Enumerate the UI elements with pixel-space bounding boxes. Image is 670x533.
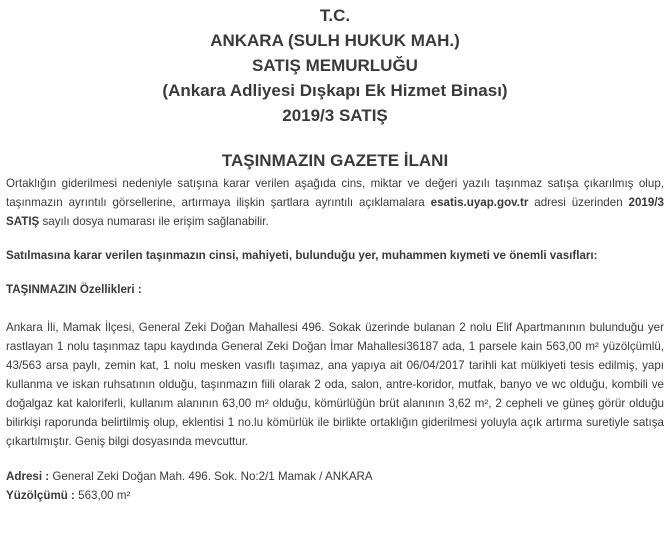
intro-paragraph (6, 174, 664, 231)
address-label: Adresi : (6, 470, 50, 483)
area-row (6, 486, 664, 505)
property-description: Ankara İli, Mamak İlçesi, General Zeki Doğan Mahallesi 496. Sokak üzerinde bulanan 2 nolu Elif Apartmanının bulunduğu yer rastlayan 1 nolu taşınmaz tapu kaydında General Zeki Doğan İmar Mahallesi36187 ada, 1 parsele kain 563,00 m² yüzölçümlü, 43/563 arsa paylı, zemin kat, 1 nolu mesken vasıflı taşımaz, ana yapıya ait 06/04/2017 tarihli kat mülkiyeti tesis edilmiş, yapı kullanma ve iskan ruhsatının olduğu, taşınmazın fiili olarak 2 oda, salon, antre-koridor, mutfak, banyo ve wc olduğu, kombili ve doğalgaz kat kaloriferli, kullanım alanının 63,00 m² olduğu, kömürlüğün brüt alanının 3,62 m², 2 cepheli ve güneş görür olduğu bilirkişi raporunda belirtilmiş olup, eklentisi 1 no.lu kömürlük ile birlikte ortaklığın giderilmesi yoluyla açık artırma suretiyle satışa çıkartılmıştır. Geniş bilgi dosyasında mevcuttur. (6, 321, 664, 448)
area-label: Yüzölçümü : (6, 489, 75, 502)
area-value: 563,00 m² (74, 489, 131, 502)
header-republic: T.C. (319, 6, 351, 25)
header-court: ANKARA (SULH HUKUK MAH.) (210, 31, 460, 50)
header-case-number: 2019/3 SATIŞ (282, 106, 388, 125)
header-building: (Ankara Adliyesi Dışkapı Ek Hizmet Binası) (162, 81, 508, 100)
features-heading: TAŞINMAZIN Özellikleri : (6, 283, 142, 296)
property-meta (6, 467, 664, 505)
file-number: 2019/3 SATIŞ (6, 196, 664, 228)
intro-text-1: Ortaklığın giderilmesi nedeniyle satışına karar verilen aşağıda cins, miktar ve değeri yazılı taşınmaz satışa çıkarılmış olup, taşınmazın ayrıntılı görsellerine, artırmaya ilişkin şartlara ayrıntılı açıklamalara (6, 177, 664, 209)
intro-text-3: sayılı dosya numarası ile erişim sağlanabilir. (39, 215, 269, 228)
address-row (6, 467, 664, 486)
notice-title: TAŞINMAZIN GAZETE İLANI (221, 151, 449, 170)
header-office: SATIŞ MEMURLUĞU (252, 56, 418, 75)
section-heading: Satılmasına karar verilen taşınmazın cinsi, mahiyeti, bulunduğu yer, muhammen kıymeti ve önemli vasıfları: (6, 249, 598, 262)
site-link[interactable]: esatis.uyap.gov.tr (430, 196, 529, 209)
address-value: General Zeki Doğan Mah. 496. Sok. No:2/1 Mamak / ANKARA (49, 470, 373, 483)
intro-text-2: adresi üzerinden (528, 196, 629, 209)
notice-header (6, 0, 664, 128)
